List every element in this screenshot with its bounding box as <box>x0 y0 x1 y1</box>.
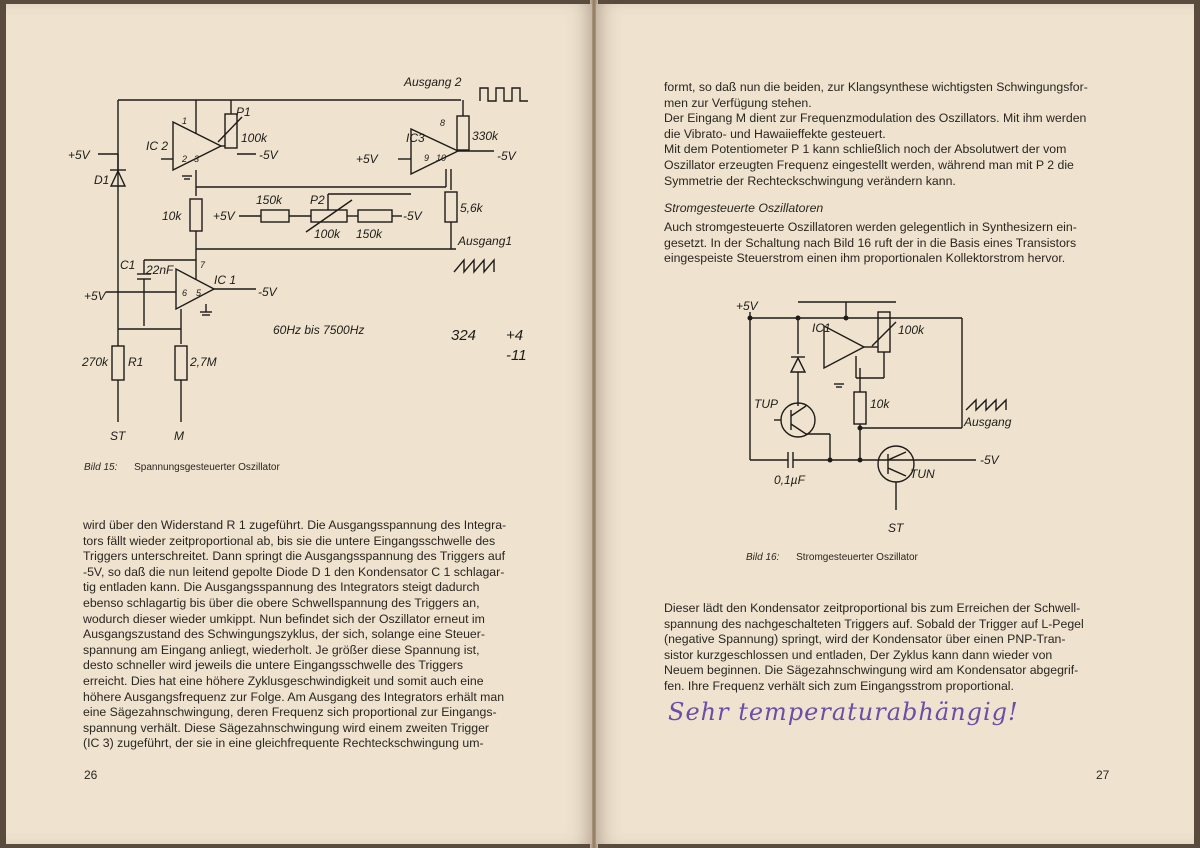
text-line: Neuem beginnen. Die Sägezahnschwingung wird am Kondensator abgegrif- <box>664 663 1079 678</box>
label-d1: D1 <box>94 173 110 187</box>
vco-schematic <box>6 4 592 464</box>
text-line: spannung verhält. Diese Sägezahnschwingung wird einem zweiten Trigger <box>83 720 490 735</box>
page-number-left: 26 <box>84 768 98 782</box>
label-plus5-a: +5V <box>68 148 90 162</box>
label-plus5-d: +5V <box>84 289 106 303</box>
label-st: ST <box>110 429 126 443</box>
text-line: formt, so daß nun die beiden, zur Klangsynthese wichtigsten Schwingungsfor- <box>664 80 1088 94</box>
pin-8: 8 <box>440 118 446 128</box>
label-p1: P1 <box>236 105 251 119</box>
label-100k-top: 100k <box>241 131 268 145</box>
label-c1: C1 <box>120 258 136 272</box>
label-m: M <box>174 429 184 443</box>
label-ic3: IC3 <box>406 131 425 145</box>
figure-caption-15 <box>84 462 280 473</box>
text-line: -5V, so daß die nun leitend gepolte Diode D 1 den Kondensator C 1 schlagar- <box>83 564 505 579</box>
section-heading: Stromgesteuerte Oszillatoren <box>664 201 824 215</box>
text-line: Der Eingang M dient zur Frequenzmodulation des Oszillators. Mit ihm werden <box>664 111 1087 126</box>
text-line: fen. Ihre Frequenz verhält sich zum Eingangsstrom proportional. <box>664 678 1014 693</box>
label-plus5-c: +5V <box>213 209 235 223</box>
label-5-6k: 5,6k <box>460 201 483 215</box>
text-line: tors fällt wieder zeitproportional ab, bis sie die untere Eingangsschwelle des <box>83 533 496 548</box>
text-line: Oszillator erzeugten Frequenz eingestellt werden, während man mit P 2 die <box>664 157 1074 172</box>
figure-label: Bild 15: <box>84 462 118 473</box>
figure-title: Spannungsgesteuerter Oszillator <box>134 462 280 473</box>
label-ic1: IC 1 <box>214 273 237 287</box>
text-line: men zur Verfügung stehen. <box>664 95 812 110</box>
label-plus5-b: +5V <box>356 152 378 166</box>
pencil-note-1: 324 <box>451 327 477 344</box>
figure-title: Stromgesteuerter Oszillator <box>796 552 918 563</box>
label-c1-value: 22nF <box>146 263 174 277</box>
text-line: desto schneller wird jeweils die untere Eingangsschwelle des Triggers <box>83 658 464 673</box>
text-line: Mit dem Potentiometer P 1 kann schließlich noch der Absolutwert der vom <box>664 142 1067 157</box>
text-line: eine Sägezahnschwingung, deren Frequenz sich proportional zur Eingangs- <box>83 705 497 720</box>
text-line: spannung des nachgeschalteten Triggers auf. Sobald der Trigger auf L-Pegel <box>664 616 1084 631</box>
pin-5: 5 <box>196 288 202 298</box>
label-150k-a: 150k <box>256 193 283 207</box>
left-body-text <box>83 518 524 752</box>
label-tun: TUN <box>910 467 935 481</box>
figure-label: Bild 16: <box>746 552 780 563</box>
label-minus5-b: -5V <box>497 149 516 163</box>
text-line: höhere Ausgangsfrequenz zur Folge. Am Ausgang des Integrators erhält man <box>83 689 505 704</box>
text-line: Dieser lädt den Kondensator zeitproportional bis zum Erreichen der Schwell- <box>664 601 1081 615</box>
figure-caption-16 <box>746 552 918 563</box>
right-bottom-text <box>664 601 1102 695</box>
label-minus5-a: -5V <box>259 148 278 162</box>
pin-3: 3 <box>194 154 200 164</box>
text-line: Auch stromgesteuerte Oszillatoren werden gelegentlich in Synthesizern ein- <box>664 220 1077 234</box>
label-ausgang2: Ausgang 2 <box>404 75 462 89</box>
label-10k: 10k <box>162 209 182 223</box>
right-section-text <box>664 220 1102 267</box>
pin-7: 7 <box>200 260 206 270</box>
label-270k: 270k <box>82 355 109 369</box>
label-ausgang1: Ausgang1 <box>458 234 513 248</box>
text-line: wird über den Widerstand R 1 zugeführt. Die Ausgangsspannung des Integra- <box>83 518 507 532</box>
text-line: eingespeiste Steuerstrom einen ihm proportionalen Kollektorstrom hervor. <box>664 251 1066 266</box>
text-line: erreicht. Dies hat eine höhere Zyklusgeschwindigkeit und somit auch eine <box>83 673 484 688</box>
pin-2: 2 <box>182 154 188 164</box>
label-100k: 100k <box>898 323 925 337</box>
pencil-note-3: -11 <box>506 347 527 364</box>
label-tup: TUP <box>754 397 778 411</box>
text-line: die Vibrato- und Hawaiieffekte gesteuert. <box>664 126 886 141</box>
page-number-right: 27 <box>1096 768 1110 782</box>
handwritten-note: Sehr temperaturabhängig! <box>668 698 1019 726</box>
left-page <box>6 4 592 844</box>
text-line: wodurch dieser wieder umkippt. Nun befindet sich der Oszillator erneut im <box>83 611 485 626</box>
label-minus5: -5V <box>980 453 999 467</box>
text-line: spannung am Eingang anliegt, wiederholt. Je größer diese Spannung ist, <box>83 642 480 657</box>
text-line: tig entladen kann. Die Ausgangsspannung des Integrators steigt dadurch <box>83 580 480 595</box>
right-top-text <box>664 80 1102 189</box>
label-st: ST <box>888 521 904 535</box>
pin-1: 1 <box>182 116 188 126</box>
label-r1: R1 <box>128 355 144 369</box>
text-line: Triggers unterschreitet. Dann springt die Ausgangsspannung des Triggers auf <box>83 549 505 564</box>
label-ausgang: Ausgang <box>964 415 1012 429</box>
label-p2: P2 <box>310 193 325 207</box>
label-plus5: +5V <box>736 299 758 313</box>
text-line: Ausgangszustand des Schwingungszyklus, der sich, solange eine Steuer- <box>83 627 485 642</box>
text-line: gesetzt. In der Schaltung nach Bild 16 ruft der in die Basis eines Transistors <box>664 235 1077 250</box>
pencil-note-2: +4 <box>506 327 524 344</box>
label-minus5-d: -5V <box>258 285 277 299</box>
label-2-7m: 2,7M <box>190 355 217 369</box>
cco-schematic <box>596 284 1194 544</box>
pin-10: 10 <box>436 153 447 163</box>
text-line: (negative Spannung) springt, wird der Kondensator über einen PNP-Tran- <box>664 632 1066 647</box>
label-frequency-range: 60Hz bis 7500Hz <box>273 323 365 337</box>
text-line: Symmetrie der Rechteckschwingung verändern kann. <box>664 173 956 188</box>
label-minus5-c: -5V <box>403 209 422 223</box>
pin-9: 9 <box>424 153 430 163</box>
text-line: sistor kurzgeschlossen und entladen, Der Zyklus kann dann wieder von <box>664 647 1053 662</box>
label-330k: 330k <box>472 129 499 143</box>
label-150k-b: 150k <box>356 227 383 241</box>
right-page <box>596 4 1194 844</box>
text-line: (IC 3) zugeführt, der sie in eine gleichfrequente Rechteckschwingung um- <box>83 736 484 751</box>
label-ic1: IC1 <box>812 321 831 335</box>
label-10k: 10k <box>870 397 890 411</box>
label-capacitor: 0,1µF <box>774 473 805 487</box>
label-100k-p2: 100k <box>314 227 341 241</box>
pin-6: 6 <box>182 288 188 298</box>
label-ic2: IC 2 <box>146 139 169 153</box>
text-line: ebenso schlagartig bis über die obere Schwellspannung des Triggers an, <box>83 595 480 610</box>
